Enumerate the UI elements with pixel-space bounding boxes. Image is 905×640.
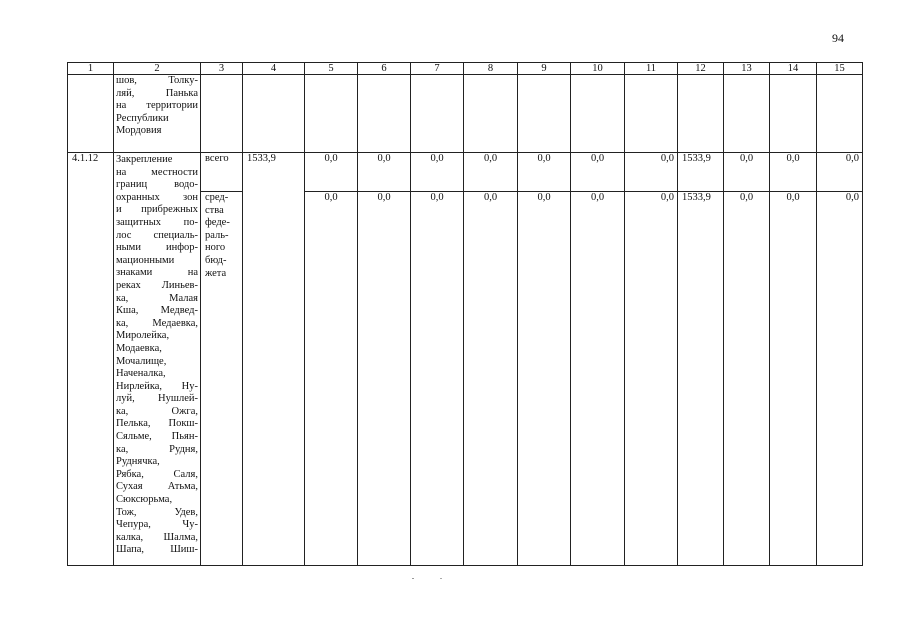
header-cell: 1 xyxy=(68,63,114,75)
name-line: Рябка, Саля, xyxy=(116,468,198,480)
name-line: Нирлейка, Ну- xyxy=(116,380,198,392)
value-cell: 0,0 xyxy=(770,153,817,192)
name-line: луй, Нушлей- xyxy=(116,393,198,405)
value-cell: 0,0 xyxy=(770,192,817,566)
header-cell: 7 xyxy=(411,63,464,75)
value-cell: 0,0 xyxy=(817,153,863,192)
total-label: всего xyxy=(201,153,243,192)
empty-cell xyxy=(817,75,863,153)
value-cell: 0,0 xyxy=(464,153,518,192)
header-cell: 13 xyxy=(724,63,770,75)
continued-name-cell xyxy=(114,75,201,153)
header-cell: 15 xyxy=(817,63,863,75)
empty-cell xyxy=(464,75,518,153)
value-cell: 0,0 xyxy=(411,192,464,566)
name-line: ка, Рудня, xyxy=(116,443,198,455)
name-line: Сюксюрьма, xyxy=(116,494,173,506)
header-cell: 5 xyxy=(305,63,358,75)
scan-artifact xyxy=(440,578,442,579)
name-line: Наченалка, xyxy=(116,368,166,380)
value-cell: 0,0 xyxy=(518,153,571,192)
name-line: и прибрежных xyxy=(116,204,198,216)
label-line: бюд- xyxy=(205,254,227,266)
value-cell: 0,0 xyxy=(305,153,358,192)
header-cell: 8 xyxy=(464,63,518,75)
value-cell: 0,0 xyxy=(518,192,571,566)
empty-cell xyxy=(724,75,770,153)
value-cell: 0,0 xyxy=(305,192,358,566)
value-cell: 1533,9 xyxy=(678,192,724,566)
empty-cell xyxy=(625,75,678,153)
value-cell: 0,0 xyxy=(724,153,770,192)
federal-label-cell xyxy=(201,192,243,566)
header-cell: 14 xyxy=(770,63,817,75)
empty-cell xyxy=(571,75,625,153)
label-line: жета xyxy=(205,267,227,279)
name-line: границ водо- xyxy=(116,179,198,191)
header-cell: 6 xyxy=(358,63,411,75)
value-cell: 0,0 xyxy=(571,192,625,566)
row-code: 4.1.12 xyxy=(68,153,114,566)
label-line: ного xyxy=(205,242,226,254)
value-cell: 1533,9 xyxy=(678,153,724,192)
row-name-cell xyxy=(114,153,201,566)
name-line: на местности xyxy=(116,166,198,178)
name-line: лос специаль- xyxy=(116,229,198,241)
name-line: шов, Толку- xyxy=(116,75,198,86)
empty-cell xyxy=(411,75,464,153)
name-line: защитных по- xyxy=(116,216,198,228)
name-line: реках Линьев- xyxy=(116,279,198,291)
name-line: Мочалище, xyxy=(116,355,167,367)
name-line: на территории xyxy=(116,100,198,112)
value-cell: 0,0 xyxy=(817,192,863,566)
header-cell: 2 xyxy=(114,63,201,75)
continued-row xyxy=(68,75,863,153)
name-line: охранных зон xyxy=(116,191,198,203)
header-cell: 3 xyxy=(201,63,243,75)
label-line: феде- xyxy=(205,217,230,229)
empty-cell xyxy=(358,75,411,153)
total-col4-value: 1533,9 xyxy=(243,153,305,566)
name-line: ляй, Панька xyxy=(116,87,198,99)
header-cell: 12 xyxy=(678,63,724,75)
value-cell: 0,0 xyxy=(411,153,464,192)
value-cell: 0,0 xyxy=(724,192,770,566)
header-row xyxy=(68,63,863,75)
header-cell: 11 xyxy=(625,63,678,75)
name-line: Республики xyxy=(116,112,169,124)
header-cell: 10 xyxy=(571,63,625,75)
value-cell: 0,0 xyxy=(358,153,411,192)
empty-cell xyxy=(243,75,305,153)
name-line: Миролейка, xyxy=(116,330,170,342)
scan-artifact xyxy=(412,578,414,579)
label-line: ства xyxy=(205,204,224,216)
empty-cell xyxy=(201,75,243,153)
name-line: Мордовия xyxy=(116,125,162,137)
header-cell: 4 xyxy=(243,63,305,75)
label-line: раль- xyxy=(205,229,229,241)
value-cell: 0,0 xyxy=(464,192,518,566)
name-line: Руднячка, xyxy=(116,456,160,468)
name-line: мационными xyxy=(116,254,175,266)
value-cell: 0,0 xyxy=(625,153,678,192)
code-cell-empty xyxy=(68,75,114,153)
value-cell: 0,0 xyxy=(571,153,625,192)
name-line: калка, Шалма, xyxy=(116,531,198,543)
empty-cell xyxy=(305,75,358,153)
empty-cell xyxy=(770,75,817,153)
name-line: Сяльме, Пьян- xyxy=(116,431,198,443)
header-cell: 9 xyxy=(518,63,571,75)
page-number: 94 xyxy=(832,31,844,45)
name-line: ка, Малая xyxy=(116,292,198,304)
name-line: Шапа, Шиш- xyxy=(116,544,198,556)
value-cell: 0,0 xyxy=(625,192,678,566)
name-line: Пелька, Покш- xyxy=(116,418,198,430)
name-line: Тож, Удев, xyxy=(116,506,198,518)
name-line: ными инфор- xyxy=(116,242,198,254)
empty-cell xyxy=(518,75,571,153)
value-cell: 0,0 xyxy=(358,192,411,566)
name-line: Сухая Атьма, xyxy=(116,481,198,493)
name-line: Закрепление xyxy=(116,154,173,165)
label-line: сред- xyxy=(205,192,229,203)
budget-table xyxy=(67,62,863,566)
empty-cell xyxy=(678,75,724,153)
name-line: ка, Ожга, xyxy=(116,405,198,417)
name-line: Кша, Медвед- xyxy=(116,305,198,317)
name-line: ка, Медаевка, xyxy=(116,317,198,329)
name-line: Чепура, Чу- xyxy=(116,519,198,531)
row-total xyxy=(68,153,863,192)
name-line: Модаевка, xyxy=(116,342,162,354)
name-line: знаками на xyxy=(116,267,198,279)
